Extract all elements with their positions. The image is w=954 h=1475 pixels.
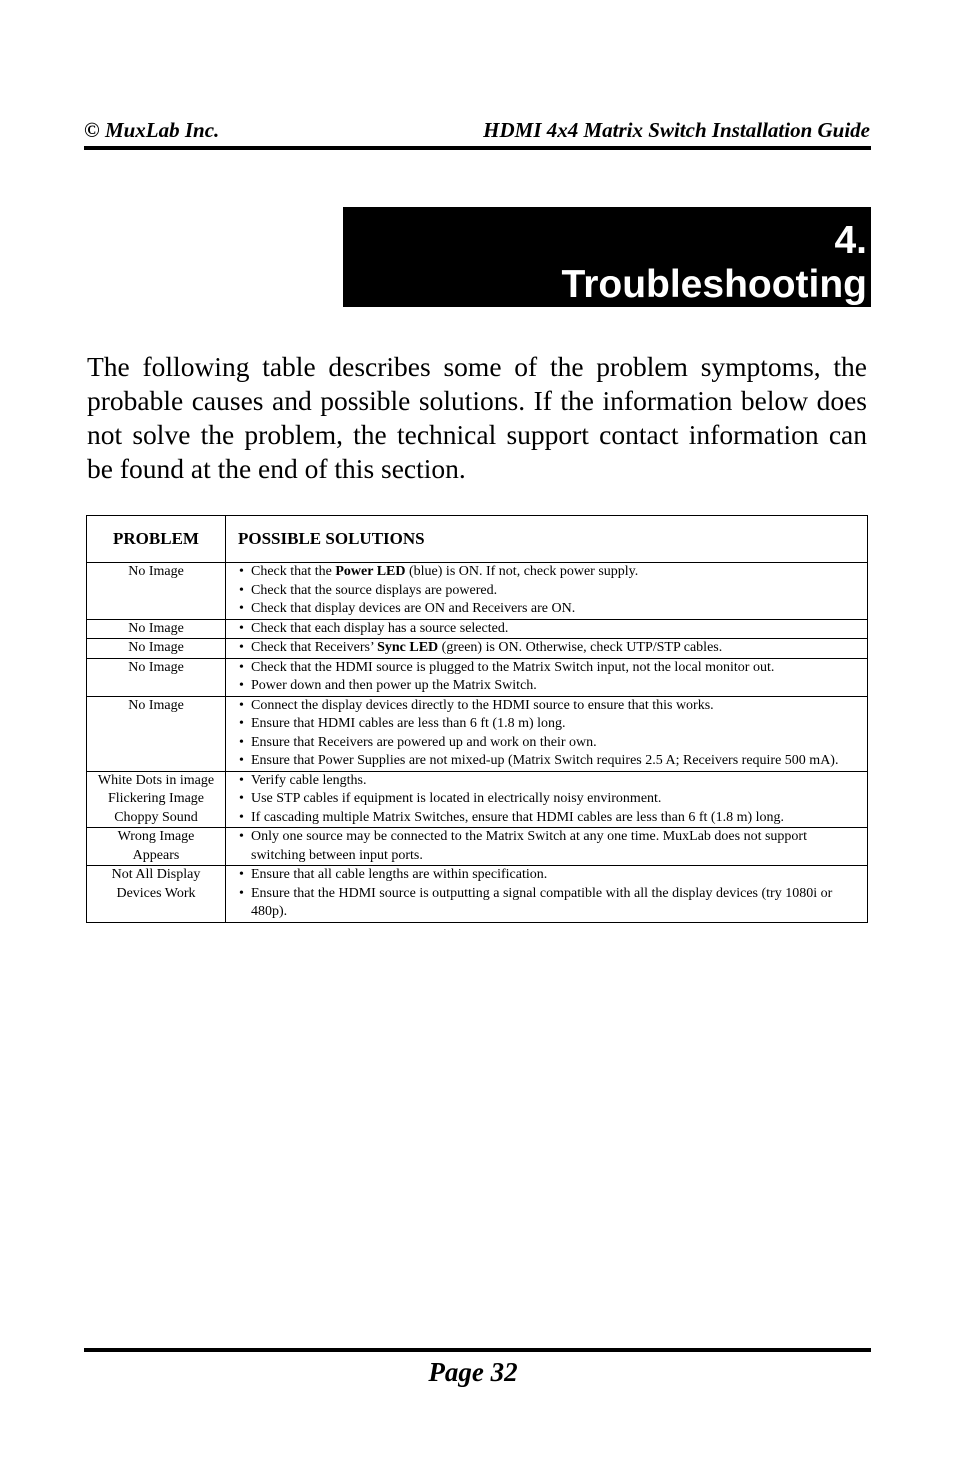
- solution-item: [236, 734, 861, 753]
- solution-text: Check that the source displays are powered.: [251, 582, 498, 598]
- solutions-cell: [226, 619, 868, 639]
- solution-item: [236, 715, 861, 734]
- solution-item: [236, 620, 861, 639]
- solution-text: Check that display devices are ON and Receivers are ON.: [251, 601, 576, 616]
- problem-cell: [87, 563, 226, 620]
- problem-cell: [87, 771, 226, 828]
- troubleshooting-table: [86, 515, 868, 923]
- solutions-list: [236, 772, 861, 828]
- solution-item: [236, 697, 861, 716]
- solutions-cell: [226, 696, 868, 771]
- page-number: Page 32: [428, 1357, 518, 1387]
- table-row: [87, 563, 868, 620]
- header-rule: [84, 146, 871, 150]
- solutions-cell: [226, 771, 868, 828]
- solution-text: Ensure that the HDMI source is outputting a signal compatible with all the display devices (try 1080i or 480p).: [251, 885, 833, 919]
- solution-text: Ensure that all cable lengths are within specification.: [251, 867, 548, 882]
- problem-cell: [87, 696, 226, 771]
- solution-text: Verify cable lengths.: [251, 772, 367, 788]
- solution-item: [236, 563, 861, 582]
- solutions-cell: [226, 639, 868, 659]
- problem-text: Appears: [132, 847, 180, 863]
- table-row: [87, 696, 868, 771]
- problem-cell: [87, 658, 226, 696]
- problem-text: No Image: [128, 620, 184, 636]
- solution-item: [236, 677, 861, 696]
- table-header-row: [87, 516, 868, 563]
- solution-item: [236, 866, 861, 885]
- intro-paragraph: The following table describes some of the problem symptoms, the probable causes and possible solutions. If the information below does not solve the problem, the technical support contact information can be found at the end of this section.: [87, 351, 867, 484]
- table-row: [87, 771, 868, 828]
- solution-text: Power down and then power up the Matrix Switch.: [251, 678, 537, 693]
- solution-item: [236, 582, 861, 601]
- header-copyright: © MuxLab Inc.: [84, 118, 220, 142]
- problem-cell: [87, 639, 226, 659]
- header-guide-title: HDMI 4x4 Matrix Switch Installation Guide: [483, 118, 870, 142]
- problem-text: Not All Display: [111, 867, 201, 882]
- chapter-number: 4.: [834, 219, 867, 262]
- problem-text: No Image: [128, 564, 184, 579]
- table-row: [87, 619, 868, 639]
- solutions-list: [236, 620, 861, 639]
- solution-text: Connect the display devices directly to the HDMI source to ensure that this works.: [251, 697, 714, 713]
- problem-text: Choppy Sound: [114, 809, 198, 825]
- problem-cell: [87, 619, 226, 639]
- solution-item: [236, 772, 861, 791]
- solutions-cell: [226, 658, 868, 696]
- solution-text: Check that each display has a source selected.: [251, 620, 509, 636]
- solution-text: If cascading multiple Matrix Switches, ensure that HDMI cables are less than 6 ft (1.8 m) long.: [251, 809, 785, 825]
- column-header-problem: PROBLEM: [87, 516, 226, 563]
- solutions-list: [236, 563, 861, 619]
- table-row: [87, 639, 868, 659]
- table-row: [87, 866, 868, 923]
- solution-item: [236, 828, 861, 865]
- problem-cell: [87, 828, 226, 866]
- solution-emphasis: Power LED: [335, 564, 406, 579]
- solutions-cell: [226, 866, 868, 923]
- problem-text: Flickering Image: [107, 791, 205, 806]
- chapter-banner: [343, 207, 871, 307]
- solution-text: Check that the: [251, 564, 336, 579]
- solution-item: [236, 790, 861, 809]
- solution-text: (green) is ON. Otherwise, check UTP/STP cables.: [438, 640, 723, 655]
- solution-text: Ensure that Receivers are powered up and work on their own.: [251, 734, 597, 750]
- footer-rule: [84, 1348, 871, 1352]
- solutions-list: [236, 866, 861, 922]
- column-header-solutions: POSSIBLE SOLUTIONS: [226, 516, 868, 563]
- solutions-list: [236, 697, 861, 771]
- solution-text: (blue) is ON. If not, check power supply.: [405, 564, 639, 579]
- solution-text: Check that Receivers’: [251, 640, 378, 655]
- solutions-list: [236, 828, 861, 865]
- solutions-list: [236, 639, 861, 658]
- solution-item: [236, 659, 861, 678]
- solution-text: Check that the HDMI source is plugged to the Matrix Switch input, not the local monitor out.: [251, 659, 775, 675]
- solutions-cell: [226, 563, 868, 620]
- solutions-cell: [226, 828, 868, 866]
- solution-text: Use STP cables if equipment is located in electrically noisy environment.: [251, 791, 662, 806]
- solution-emphasis: Sync LED: [377, 640, 439, 655]
- solution-item: [236, 639, 861, 658]
- solution-item: [236, 752, 861, 771]
- page-header: [84, 116, 870, 144]
- chapter-title: Troubleshooting: [561, 263, 867, 306]
- table-body: [87, 563, 868, 923]
- problem-text: White Dots in image: [97, 772, 215, 788]
- problem-text: Devices Work: [116, 885, 196, 901]
- problem-text: No Image: [128, 659, 184, 675]
- table-row: [87, 828, 868, 866]
- solutions-list: [236, 659, 861, 696]
- solution-item: [236, 600, 861, 619]
- problem-text: No Image: [128, 640, 184, 655]
- problem-text: Wrong Image: [117, 829, 195, 844]
- solution-item: [236, 809, 861, 828]
- solution-text: Ensure that Power Supplies are not mixed-up (Matrix Switch requires 2.5 A; Receivers require 500 mA).: [251, 753, 839, 768]
- table-row: [87, 658, 868, 696]
- solution-text: Ensure that HDMI cables are less than 6 ft (1.8 m) long.: [251, 716, 566, 731]
- solution-item: [236, 885, 861, 922]
- problem-text: No Image: [128, 697, 184, 713]
- solution-text: Only one source may be connected to the Matrix Switch at any one time. MuxLab does not support switching between input ports.: [251, 829, 807, 863]
- problem-cell: [87, 866, 226, 923]
